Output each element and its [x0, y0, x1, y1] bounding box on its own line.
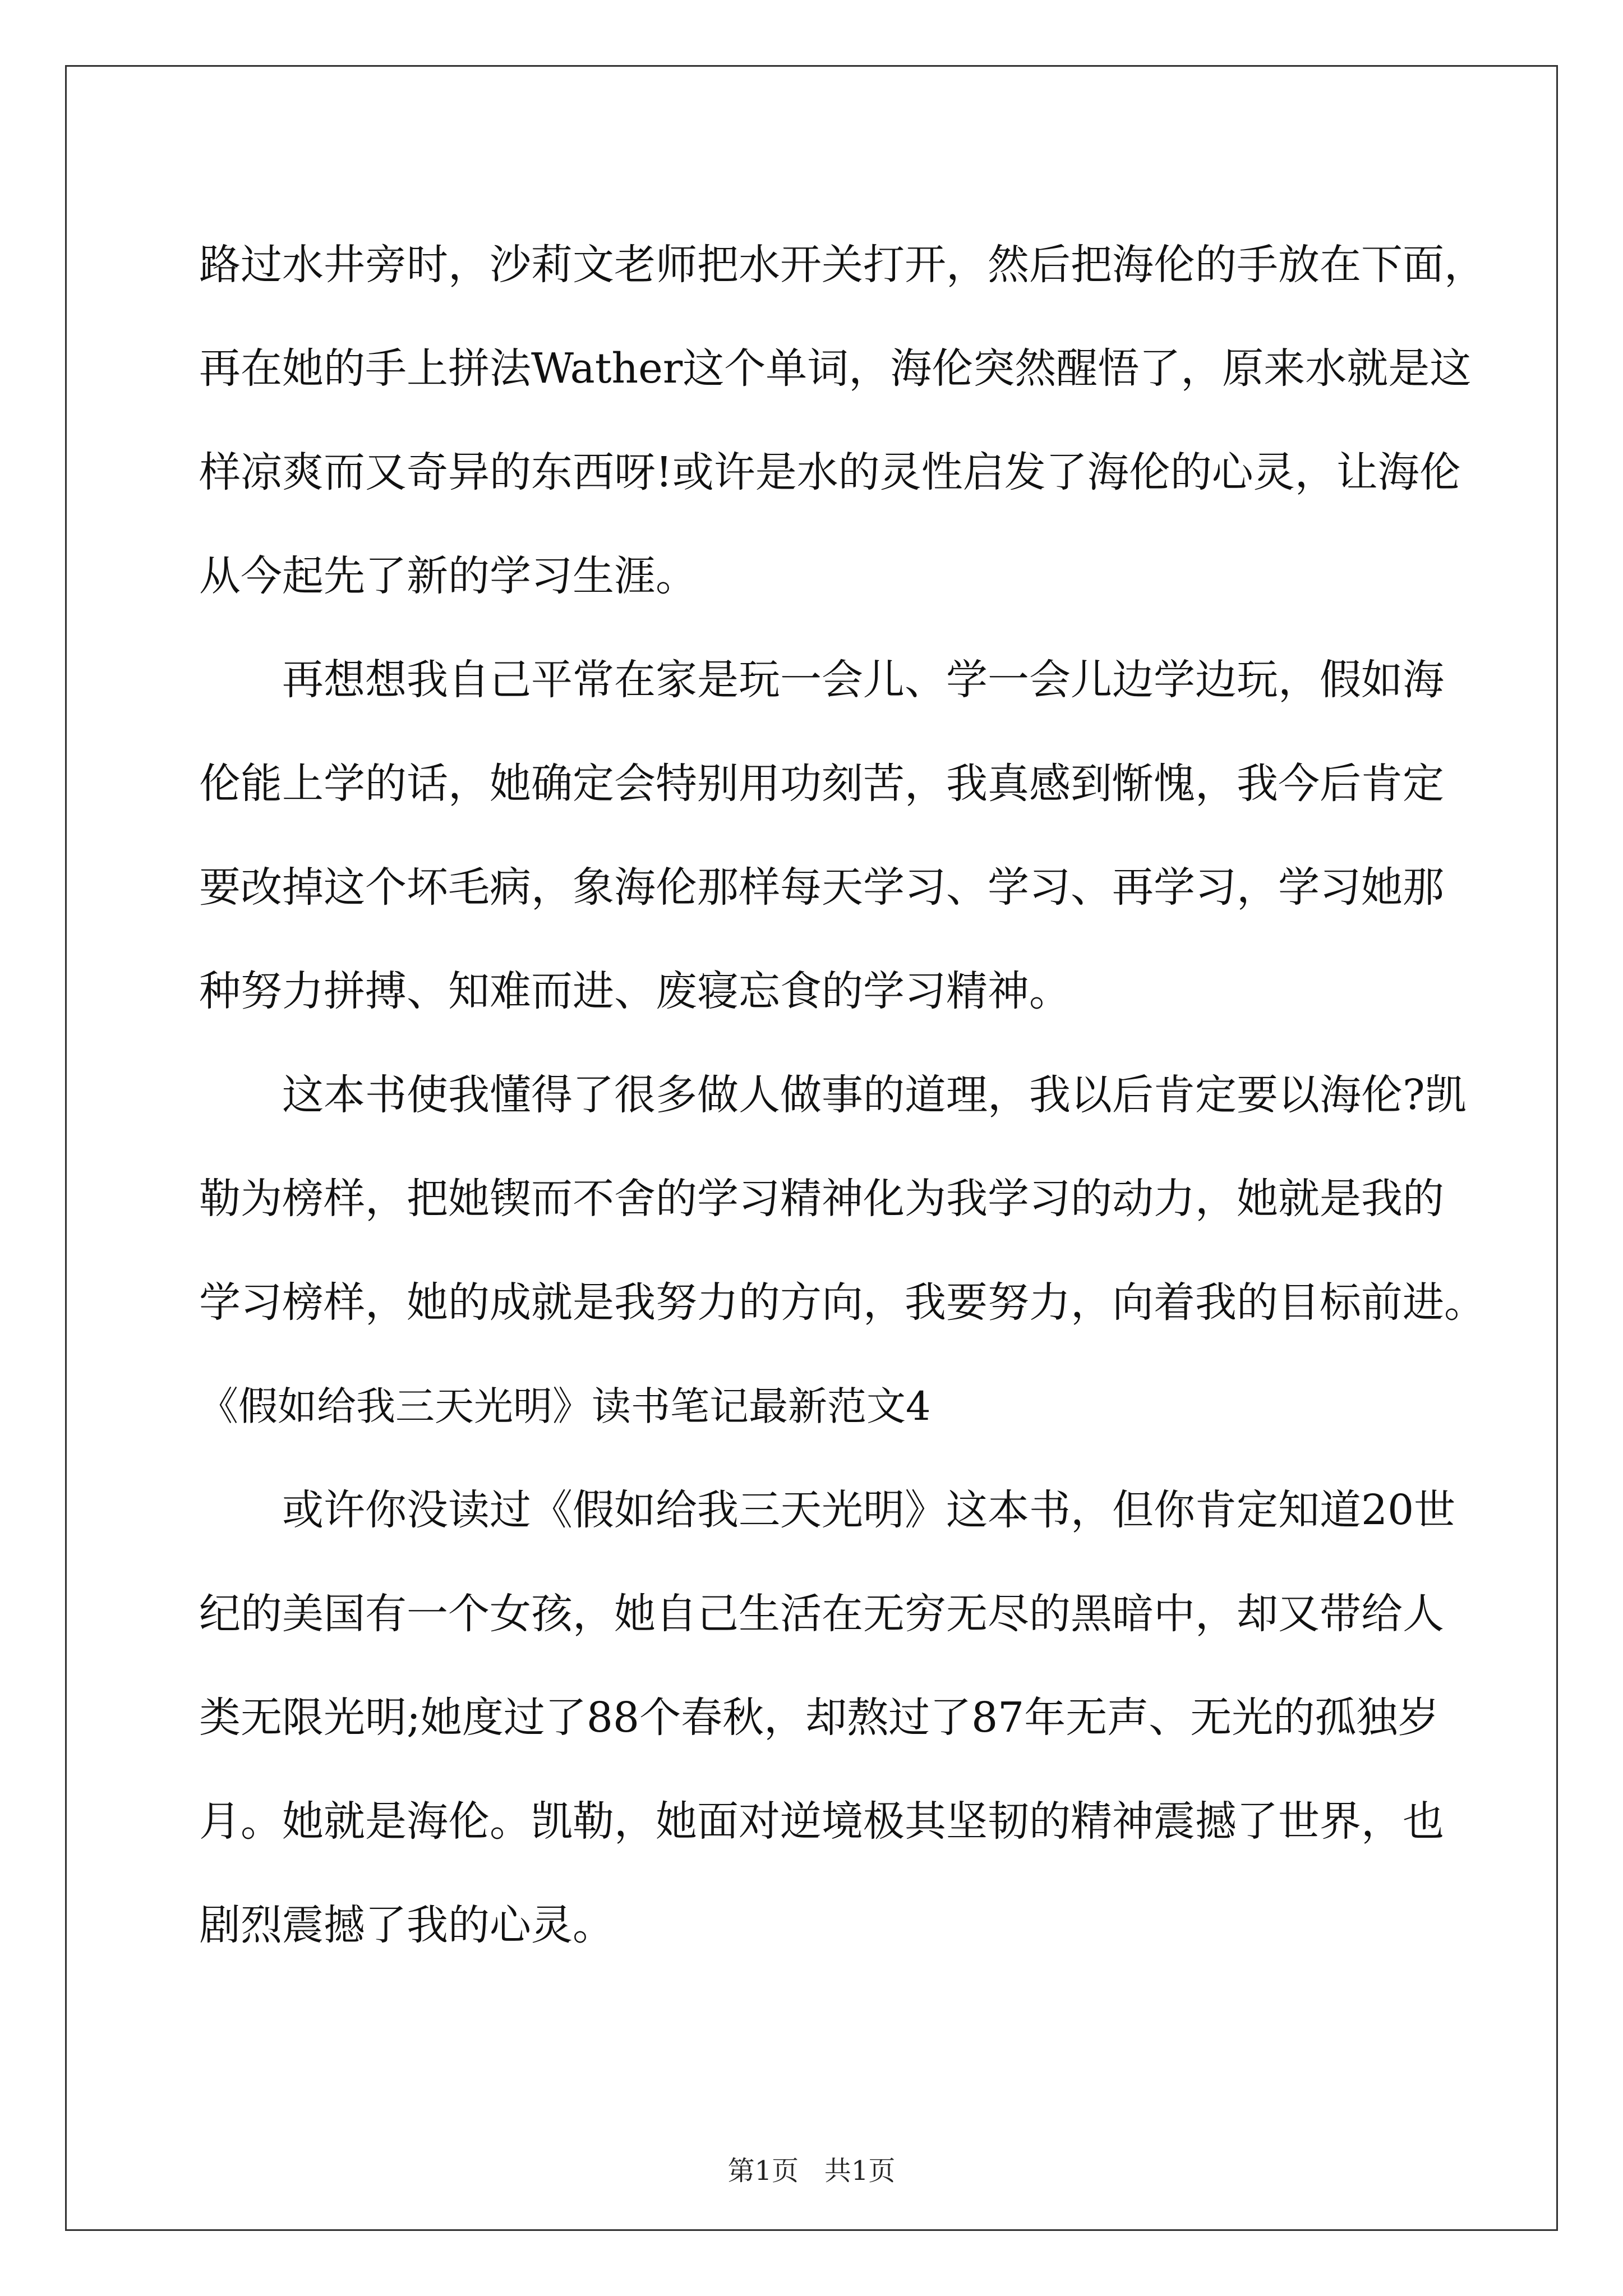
document-body	[199, 213, 1486, 1977]
text-line: 类无限光明;她度过了88个春秋，却熬过了87年无声、无光的孤独岁	[199, 1694, 1440, 1742]
text-line: 种努力拼搏、知难而进、废寝忘食的学习精神。	[199, 967, 1071, 1015]
text-line: 月。她就是海伦。凯勒，她面对逆境极其坚韧的精神震撼了世界，也	[199, 1797, 1444, 1846]
text-line: 剧烈震撼了我的心灵。	[199, 1901, 614, 1949]
paragraph	[199, 213, 1486, 628]
paragraph	[199, 1043, 1486, 1355]
text-line: 再想想我自己平常在家是玩一会儿、学一会儿边学边玩，假如海	[282, 656, 1444, 704]
text-line: 样凉爽而又奇异的东西呀!或许是水的灵性启发了海伦的心灵，让海伦	[199, 448, 1461, 496]
text-line: 或许你没读过《假如给我三天光明》这本书，但你肯定知道20世	[282, 1486, 1456, 1534]
text-line: 这本书使我懂得了很多做人做事的道理，我以后肯定要以海伦?凯	[282, 1071, 1467, 1119]
text-line: 勒为榜样，把她锲而不舍的学习精神化为我学习的动力，她就是我的	[199, 1175, 1444, 1223]
text-line: 再在她的手上拼法Wather这个单词，海伦突然醒悟了，原来水就是这	[199, 344, 1472, 393]
text-line: 要改掉这个坏毛病，象海伦那样每天学习、学习、再学习，学习她那	[199, 863, 1444, 912]
heading-text: 《假如给我三天光明》读书笔记最新范文4	[199, 1383, 931, 1429]
paragraph	[199, 1458, 1456, 1977]
text-line: 学习榜样，她的成就是我努力的方向，我要努力，向着我的目标前进。	[199, 1278, 1486, 1327]
paragraph	[199, 628, 1444, 1043]
page-footer: 第1页 共1页	[727, 2155, 896, 2187]
section-heading	[199, 1355, 1427, 1458]
text-line: 纪的美国有一个女孩，她自己生活在无穷无尽的黑暗中，却又带给人	[199, 1590, 1444, 1638]
text-line: 伦能上学的话，她确定会特别用功刻苦，我真感到惭愧，我今后肯定	[199, 760, 1444, 808]
text-line: 路过水井旁时，沙莉文老师把水开关打开，然后把海伦的手放在下面，	[199, 241, 1486, 289]
text-line: 从今起先了新的学习生涯。	[199, 552, 697, 600]
